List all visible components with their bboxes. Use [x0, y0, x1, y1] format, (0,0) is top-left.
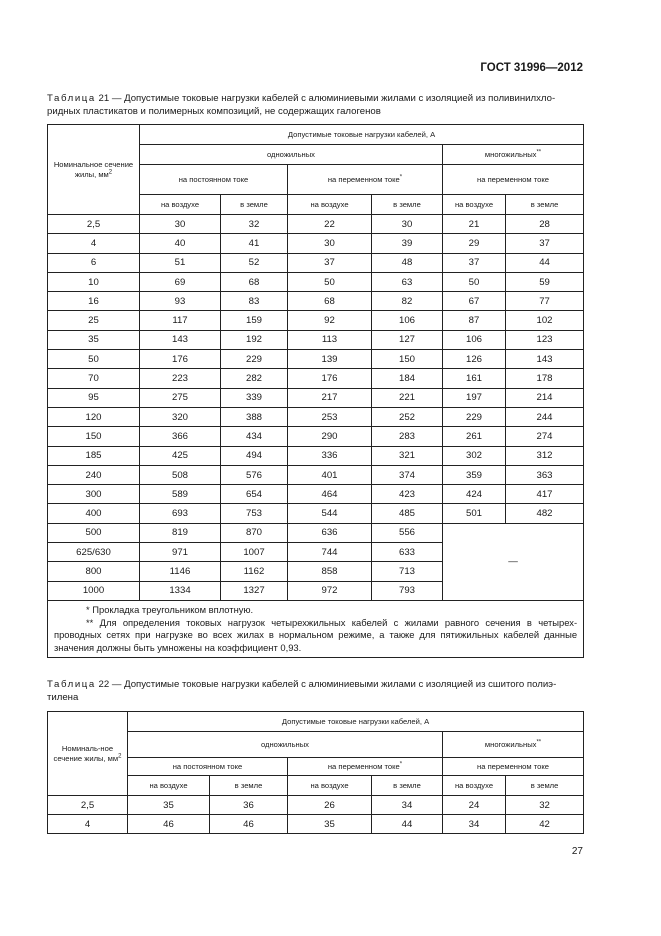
- table22-head-dc: на постоянном токе: [128, 758, 288, 776]
- value-cell: 106: [443, 330, 506, 349]
- value-cell: 44: [506, 253, 584, 272]
- table22: [47, 711, 584, 834]
- section-cell: 800: [48, 562, 140, 581]
- value-cell: 290: [288, 427, 372, 446]
- value-cell: 35: [128, 796, 210, 815]
- value-cell: 793: [372, 581, 443, 600]
- table22-caption-prefix: Таблица: [47, 679, 96, 690]
- table-row: [48, 388, 584, 407]
- table-row: [48, 485, 584, 504]
- value-cell: 35: [288, 815, 372, 834]
- table-row: [48, 311, 584, 330]
- value-cell: 28: [506, 215, 584, 234]
- table21-col-air: на воздухе: [443, 195, 506, 215]
- section-cell: 50: [48, 350, 140, 369]
- table-row: [48, 523, 584, 542]
- value-cell: 48: [372, 253, 443, 272]
- value-cell: 401: [288, 465, 372, 484]
- value-cell: 321: [372, 446, 443, 465]
- table21: [47, 124, 584, 658]
- table21-col-air: на воздухе: [140, 195, 221, 215]
- section-cell: 185: [48, 446, 140, 465]
- value-cell: 150: [372, 350, 443, 369]
- table-row: [48, 234, 584, 253]
- value-cell: 1146: [140, 562, 221, 581]
- table21-head-ac: на переменном токе*: [288, 165, 443, 195]
- table21-caption-text: 21 — Допустимые токовые нагрузки кабелей с алюминиевыми жилами с изоляцией из поливинилхло-ридных пластикатов и полимерных композиций, не содержащих галогенов: [47, 93, 556, 117]
- value-cell: 494: [221, 446, 288, 465]
- value-cell: 184: [372, 369, 443, 388]
- value-cell: 363: [506, 465, 584, 484]
- value-cell: 424: [443, 485, 506, 504]
- section-cell: 120: [48, 407, 140, 426]
- table22-head-ac-multi: на переменном токе: [443, 758, 584, 776]
- value-cell: 77: [506, 292, 584, 311]
- value-cell: 123: [506, 330, 584, 349]
- table21-col-ground: в земле: [221, 195, 288, 215]
- standard-number: ГОСТ 31996—2012: [480, 62, 583, 74]
- table22-head-single: одножильных: [128, 732, 443, 758]
- section-cell: 625/630: [48, 543, 140, 562]
- value-cell: 485: [372, 504, 443, 523]
- value-cell: 159: [221, 311, 288, 330]
- table22-head-ac: на переменном токе*: [288, 758, 443, 776]
- value-cell: 388: [221, 407, 288, 426]
- value-cell: 24: [443, 796, 506, 815]
- table21-head-single: одножильных: [140, 145, 443, 165]
- value-cell: 261: [443, 427, 506, 446]
- value-cell: 106: [372, 311, 443, 330]
- table21-caption: [47, 93, 583, 118]
- value-cell: 339: [221, 388, 288, 407]
- value-cell: 312: [506, 446, 584, 465]
- value-cell: 26: [288, 796, 372, 815]
- value-cell: 68: [221, 272, 288, 291]
- value-cell: 336: [288, 446, 372, 465]
- table-row: [48, 330, 584, 349]
- value-cell: 30: [372, 215, 443, 234]
- value-cell: 192: [221, 330, 288, 349]
- table21-col-ground: в земле: [372, 195, 443, 215]
- value-cell: 92: [288, 311, 372, 330]
- value-cell: 654: [221, 485, 288, 504]
- value-cell: 214: [506, 388, 584, 407]
- table-row: [48, 369, 584, 388]
- table22-caption: [47, 679, 583, 704]
- value-cell: 753: [221, 504, 288, 523]
- table21-col-air: на воздухе: [288, 195, 372, 215]
- value-cell: 253: [288, 407, 372, 426]
- table-notes-row: [48, 600, 584, 657]
- value-cell: 83: [221, 292, 288, 311]
- value-cell: 425: [140, 446, 221, 465]
- value-cell: 44: [372, 815, 443, 834]
- value-cell: 29: [443, 234, 506, 253]
- table22-col-ground: в земле: [210, 776, 288, 796]
- section-cell: 2,5: [48, 215, 140, 234]
- value-cell: 366: [140, 427, 221, 446]
- value-cell: 633: [372, 543, 443, 562]
- value-cell: 93: [140, 292, 221, 311]
- table-row: [48, 407, 584, 426]
- page-number: 27: [571, 846, 583, 857]
- value-cell: 68: [288, 292, 372, 311]
- value-cell: 87: [443, 311, 506, 330]
- value-cell: 434: [221, 427, 288, 446]
- value-cell: 464: [288, 485, 372, 504]
- section-cell: 4: [48, 815, 128, 834]
- value-cell: 32: [221, 215, 288, 234]
- value-cell: 275: [140, 388, 221, 407]
- value-cell: 589: [140, 485, 221, 504]
- table-row: [48, 815, 584, 834]
- value-cell: 972: [288, 581, 372, 600]
- table-row: [48, 465, 584, 484]
- table21-head-multi: многожильных**: [443, 145, 584, 165]
- value-cell: 22: [288, 215, 372, 234]
- table22-head-loads: Допустимые токовые нагрузки кабелей, А: [128, 712, 584, 732]
- value-cell: 744: [288, 543, 372, 562]
- value-cell: 59: [506, 272, 584, 291]
- value-cell: 41: [221, 234, 288, 253]
- value-cell: 374: [372, 465, 443, 484]
- value-cell: 40: [140, 234, 221, 253]
- section-cell: 150: [48, 427, 140, 446]
- value-cell: 32: [506, 796, 584, 815]
- table-row: [48, 253, 584, 272]
- value-cell: 197: [443, 388, 506, 407]
- value-cell: 30: [140, 215, 221, 234]
- table-row: [48, 350, 584, 369]
- table22-col-ground: в земле: [372, 776, 443, 796]
- table-row: [48, 272, 584, 291]
- value-cell: 126: [443, 350, 506, 369]
- value-cell: 139: [288, 350, 372, 369]
- value-cell: 252: [372, 407, 443, 426]
- note-2: ** Для определения токовых нагрузок четырехжильных кабелей с жилами равного сечения в четырех-проводных сетях при нагрузке во всех жилах в нормальном режиме, а также для пятижильных кабелей данные значения должны быть умножены на коэффициент 0,93.: [54, 616, 578, 653]
- no-data-cell: —: [443, 523, 584, 600]
- value-cell: 63: [372, 272, 443, 291]
- table-row: [48, 446, 584, 465]
- value-cell: 37: [506, 234, 584, 253]
- value-cell: 143: [140, 330, 221, 349]
- value-cell: 30: [288, 234, 372, 253]
- value-cell: 713: [372, 562, 443, 581]
- value-cell: 971: [140, 543, 221, 562]
- value-cell: 229: [221, 350, 288, 369]
- table-row: [48, 292, 584, 311]
- section-cell: 2,5: [48, 796, 128, 815]
- value-cell: 82: [372, 292, 443, 311]
- value-cell: 117: [140, 311, 221, 330]
- table22-head-multi: многожильных**: [443, 732, 584, 758]
- value-cell: 51: [140, 253, 221, 272]
- table22-col-air: на воздухе: [443, 776, 506, 796]
- value-cell: 544: [288, 504, 372, 523]
- value-cell: 221: [372, 388, 443, 407]
- table22-col-air: на воздухе: [128, 776, 210, 796]
- value-cell: 302: [443, 446, 506, 465]
- section-cell: 16: [48, 292, 140, 311]
- value-cell: 693: [140, 504, 221, 523]
- value-cell: 50: [443, 272, 506, 291]
- value-cell: 50: [288, 272, 372, 291]
- table21-notes: [48, 600, 584, 657]
- table22-head-section: Номиналь-ное сечение жилы, $мм^2$: [48, 712, 128, 796]
- table21-head-ac-multi: на переменном токе: [443, 165, 584, 195]
- value-cell: 69: [140, 272, 221, 291]
- value-cell: 176: [140, 350, 221, 369]
- value-cell: 143: [506, 350, 584, 369]
- value-cell: 508: [140, 465, 221, 484]
- value-cell: 282: [221, 369, 288, 388]
- value-cell: 1162: [221, 562, 288, 581]
- value-cell: 102: [506, 311, 584, 330]
- value-cell: 46: [128, 815, 210, 834]
- table21-head-dc: на постоянном токе: [140, 165, 288, 195]
- section-cell: 6: [48, 253, 140, 272]
- value-cell: 556: [372, 523, 443, 542]
- section-cell: 400: [48, 504, 140, 523]
- value-cell: 34: [372, 796, 443, 815]
- table21-col-ground: в земле: [506, 195, 584, 215]
- section-cell: 25: [48, 311, 140, 330]
- value-cell: 359: [443, 465, 506, 484]
- table21-head-loads: Допустимые токовые нагрузки кабелей, А: [140, 125, 584, 145]
- value-cell: 178: [506, 369, 584, 388]
- table22-col-air: на воздухе: [288, 776, 372, 796]
- table-row: [48, 504, 584, 523]
- value-cell: 636: [288, 523, 372, 542]
- value-cell: 36: [210, 796, 288, 815]
- value-cell: 127: [372, 330, 443, 349]
- value-cell: 819: [140, 523, 221, 542]
- table-row: [48, 796, 584, 815]
- section-cell: 10: [48, 272, 140, 291]
- value-cell: 501: [443, 504, 506, 523]
- value-cell: 217: [288, 388, 372, 407]
- value-cell: 42: [506, 815, 584, 834]
- value-cell: 223: [140, 369, 221, 388]
- value-cell: 274: [506, 427, 584, 446]
- value-cell: 320: [140, 407, 221, 426]
- table-row: [48, 427, 584, 446]
- value-cell: 576: [221, 465, 288, 484]
- section-cell: 240: [48, 465, 140, 484]
- table22-caption-text: 22 — Допустимые токовые нагрузки кабелей с алюминиевыми жилами с изоляцией из сшитого полиэ-тилена: [47, 679, 557, 703]
- section-cell: 4: [48, 234, 140, 253]
- value-cell: 34: [443, 815, 506, 834]
- value-cell: 423: [372, 485, 443, 504]
- section-cell: 70: [48, 369, 140, 388]
- table21-head-section: Номинальное сечение жилы, $мм^2$: [48, 125, 140, 215]
- value-cell: 113: [288, 330, 372, 349]
- value-cell: 52: [221, 253, 288, 272]
- section-cell: 500: [48, 523, 140, 542]
- table21-caption-prefix: Таблица: [47, 93, 96, 104]
- value-cell: 858: [288, 562, 372, 581]
- value-cell: 244: [506, 407, 584, 426]
- section-cell: 300: [48, 485, 140, 504]
- section-cell: 1000: [48, 581, 140, 600]
- value-cell: 283: [372, 427, 443, 446]
- value-cell: 1007: [221, 543, 288, 562]
- value-cell: 21: [443, 215, 506, 234]
- value-cell: 229: [443, 407, 506, 426]
- value-cell: 161: [443, 369, 506, 388]
- value-cell: 67: [443, 292, 506, 311]
- value-cell: 39: [372, 234, 443, 253]
- value-cell: 37: [443, 253, 506, 272]
- section-cell: 35: [48, 330, 140, 349]
- value-cell: 37: [288, 253, 372, 272]
- value-cell: 46: [210, 815, 288, 834]
- value-cell: 1334: [140, 581, 221, 600]
- value-cell: 870: [221, 523, 288, 542]
- table-row: [48, 215, 584, 234]
- value-cell: 482: [506, 504, 584, 523]
- section-cell: 95: [48, 388, 140, 407]
- value-cell: 1327: [221, 581, 288, 600]
- value-cell: 176: [288, 369, 372, 388]
- note-1: * Прокладка треугольником вплотную.: [86, 603, 254, 615]
- table22-col-ground: в земле: [506, 776, 584, 796]
- value-cell: 417: [506, 485, 584, 504]
